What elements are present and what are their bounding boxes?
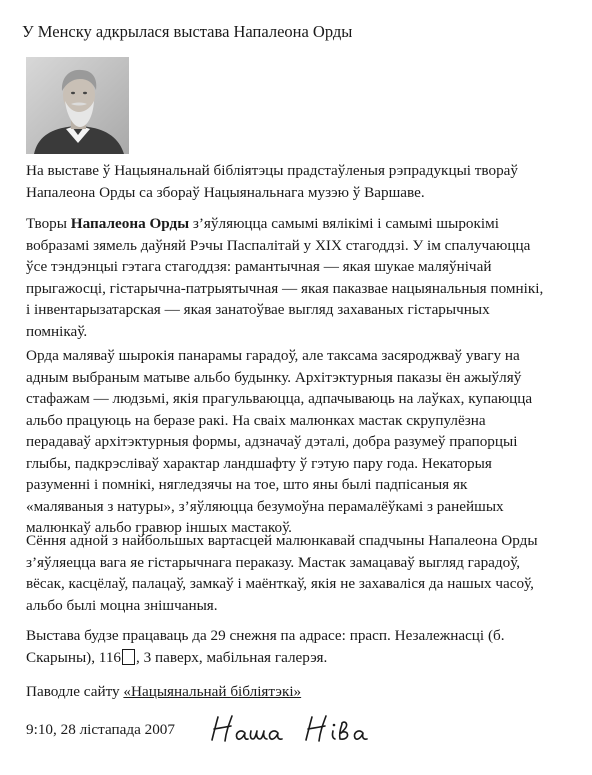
- address-text: Скарыны), 116: [26, 648, 122, 666]
- empty-box-icon: [122, 649, 135, 665]
- paragraph-line: «маляваныя з натуры», з’яўляюцца безумоўна перамалёўкамі з ранейшых: [26, 497, 504, 515]
- caption-line: На выставе ў Нацыянальнай бібліятэцы прадстаўленыя рэпрадукцыі твораў: [26, 162, 519, 179]
- nasha-niva-handwritten-signature: [204, 712, 404, 746]
- paragraph-line: з’яўляецца вага яе гістарычнага пераказу. Мастак замацаваў выгляд гарадоў,: [26, 553, 521, 571]
- article-footer: [26, 714, 546, 744]
- paragraph-exhibition-address: [26, 625, 566, 668]
- photo-caption: [26, 160, 566, 203]
- paragraph-line: прыгажосці, гістарычна-патрыятычная — якая паказвае нацыянальныя помнікі,: [26, 279, 544, 297]
- artist-name-bold: Напалеона Орды: [70, 215, 190, 232]
- paragraph-line: Сёння адной з найбольшых вартасцей малюнкавай спадчыны Напалеона Орды: [26, 532, 538, 549]
- paragraph-intro: [26, 213, 566, 342]
- paragraph-line: глыбы, падкрэсліваў характар ландшафту ў гэтую пару года. Некаторыя: [26, 454, 492, 472]
- paragraph-heritage: [26, 530, 566, 616]
- caption-line: Напалеона Орды са збораў Нацыянальнага музэю ў Варшаве.: [26, 183, 425, 201]
- paragraph-line: і інвентарызатарская — якая занатоўвае выгляд захаваных гістарычных: [26, 301, 490, 318]
- portrait-illustration: [26, 57, 129, 154]
- paragraph-panoramas: [26, 345, 566, 539]
- source-prefix: Паводле сайту: [26, 683, 124, 700]
- source-attribution: [26, 681, 566, 703]
- paragraph-line: Орда маляваў шырокія панарамы гарадоў, але таксама засяроджваў увагу на: [26, 347, 520, 364]
- paragraph-line: малюнкаў альбо гравюр іншых мастакоў.: [26, 519, 292, 536]
- napoleon-orda-portrait-photo: [26, 57, 129, 154]
- paragraph-line: стафажам — людзьмі, якія прагульваюцца, адпачываюць на лаўках, купаюцца: [26, 390, 533, 407]
- paragraph-line: перадаваў архітэктурныя формы, адзначаў дэталі, добра разумеў прапорцыі: [26, 433, 518, 450]
- source-line: [26, 681, 566, 703]
- paragraph-line: вёсак, касцёлаў, палацаў, замкаў і маёнткаў, якія не захаваліся да нашых часоў,: [26, 575, 534, 592]
- paragraph-line: альбо былі моцна знішчаныя.: [26, 596, 218, 614]
- paragraph-line: помнікаў.: [26, 322, 88, 340]
- lead-text: Творы: [26, 215, 71, 232]
- lead-text: з’яўляюцца самымі вялікімі і самымі шырокімі: [189, 215, 499, 232]
- paragraph-line: [26, 647, 566, 669]
- paragraph-line: вобразамі зямель даўняй Рэчы Паспалітай у XIX стагоддзі. У ім спалучаюцца: [26, 236, 531, 254]
- paragraph-line: [26, 213, 566, 235]
- article-title: У Менску адкрылася выстава Напалеона Орды: [22, 22, 353, 41]
- paragraph-line: альбо працуюць на беразе ракі. На сваіх малюнках мастак скрупулёзна: [26, 411, 486, 429]
- library-website-link[interactable]: «Нацыянальнай бібліятэкі»: [123, 683, 302, 700]
- paragraph-line: разуменні і помнікі, нягледзячы на тое, што яны былі падпісаныя як: [26, 476, 468, 493]
- paragraph-line: Выстава будзе працаваць да 29 снежня па адрасе: прасп. Незалежнасці (б.: [26, 627, 505, 644]
- paragraph-line: адным выбраным матыве альбо будынку. Архітэктурныя паказы ён ажыўляў: [26, 368, 522, 386]
- address-text: , 3 паверх, мабільная галерэя.: [136, 648, 328, 666]
- paragraph-line: ўсе тэндэнцыі гэтага стагоддзя: рамантычная — якая шукае маляўнічай: [26, 258, 492, 275]
- publication-timestamp: 9:10, 28 лістапада 2007: [26, 721, 175, 738]
